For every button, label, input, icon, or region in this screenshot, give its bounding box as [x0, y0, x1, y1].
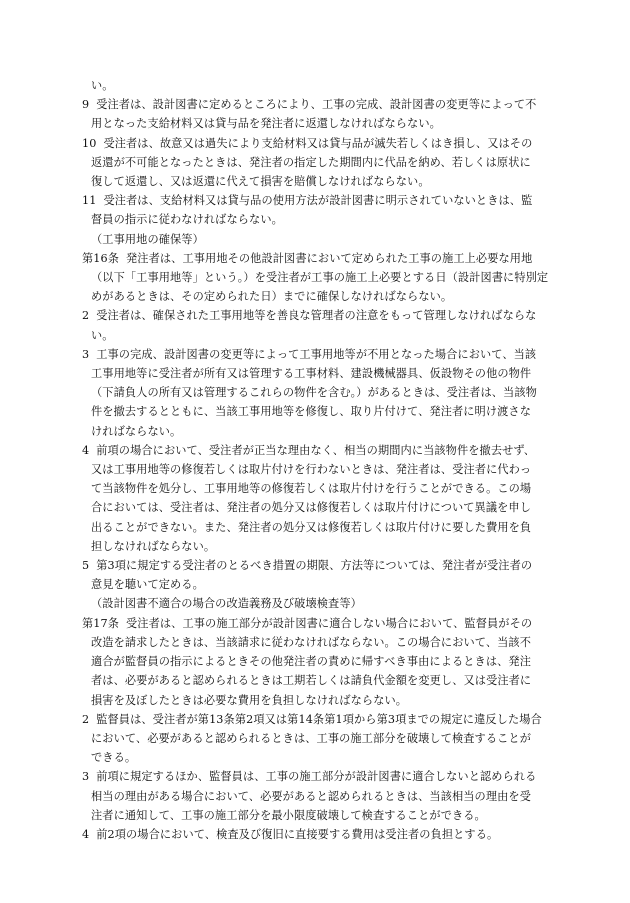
- clause-line: [82, 441, 558, 460]
- clause-line: [82, 191, 558, 210]
- clause-number: 11: [82, 194, 97, 208]
- text-line: 又は工事用地等の修復若しくは取片付けを行わないときは、発注者は、受注者に代わっ: [91, 463, 532, 477]
- clause-number: 3: [82, 770, 90, 784]
- clause-line: [82, 710, 558, 729]
- text-line: 工事用地等に受注者が所有又は管理する工事材料、建設機械器具、仮設物その他の物件: [91, 367, 532, 381]
- clause-number: 3: [82, 347, 90, 361]
- article-text: 受注者は、工事の施工部分が設計図書に適合しない場合において、監督員がその: [126, 616, 533, 630]
- text-line: 用となった支給材料又は貸与品を発注者に返還しなければならない。: [91, 117, 441, 131]
- article-line: [82, 249, 558, 268]
- clause-text: 受注者は、設計図書に定めるところにより、工事の完成、設計図書の変更等によって不: [96, 98, 537, 112]
- clause-line: [82, 767, 558, 786]
- text-line: 合においては、受注者は、発注者の処分又は修復若しくは取片付けについて異議を申し: [91, 501, 531, 515]
- text-line: て当該物件を処分し、工事用地等の修復若しくは取片付けを行うことができる。この場: [91, 482, 532, 496]
- text-line: めがあるときは、その定められた日）までに確保しなければならない。: [91, 290, 453, 304]
- clause-line: [82, 556, 558, 575]
- clause-line: [82, 306, 558, 325]
- clause-text: 前2項の場合において、検査及び復旧に直接要する費用は受注者の負担とする。: [96, 827, 499, 841]
- clause-text: 受注者は、故意又は過失により支給材料又は貸与品が滅失若しくはき損し、又はその: [103, 136, 533, 150]
- clause-line: [82, 134, 558, 153]
- text-line: 損害を及ぼしたときは必要な費用を負担しなければならない。: [91, 693, 408, 707]
- article-line: [82, 614, 558, 633]
- clause-number: 10: [82, 136, 97, 150]
- text-line: 者は、必要があると認められるときは工期若しくは請負代金額を変更し、又は受注者に: [91, 674, 532, 688]
- clause-number: 2: [82, 309, 90, 323]
- text-line: 返還が不可能となったときは、発注者の指定した期間内に代品を納め、若しくは原状に: [91, 155, 531, 169]
- text-line: において、必要があると認められるときは、工事の施工部分を破壊して検査することが: [91, 731, 531, 745]
- text-line: 注者に通知して、工事の施工部分を最小限度破壊して検査することができる。: [91, 808, 486, 822]
- clause-text: 前項に規定するほか、監督員は、工事の施工部分が設計図書に適合しないと認められる: [96, 770, 537, 784]
- text-line: 改造を請求したときは、当該請求に従わなければならない。この場合において、当該不: [91, 635, 531, 649]
- clause-number: 2: [82, 712, 90, 726]
- article-caption: （設計図書不適合の場合の改造義務及び破壊検査等）: [91, 597, 362, 611]
- clause-text: 受注者は、確保された工事用地等を善良な管理者の注意をもって管理しなければならな: [96, 309, 537, 323]
- text-line: 出ることができない。また、発注者の処分又は修復若しくは取片付けに要した費用を負: [91, 520, 532, 534]
- article-caption: （工事用地の確保等）: [91, 232, 204, 246]
- text-line: 復して返還し、又は返還に代えて損害を賠償しなければならない。: [91, 175, 430, 189]
- clause-number: 4: [82, 827, 90, 841]
- text-line: ければならない。: [91, 424, 182, 438]
- clause-number: 5: [82, 559, 90, 573]
- text-line: い。: [91, 79, 114, 92]
- clause-text: 受注者は、支給材料又は貸与品の使用方法が設計図書に明示されていないときは、監: [103, 194, 533, 208]
- text-line: （以下「工事用地等」という。）を受注者が工事の施工上必要とする日（設計図書に特別定: [91, 271, 549, 285]
- clause-line: [82, 825, 558, 844]
- clause-number: 4: [82, 443, 90, 457]
- text-line: 相当の理由がある場合において、必要があると認められるときは、当該相当の理由を受: [91, 789, 531, 803]
- clause-line: [82, 345, 558, 364]
- text-line: （下請負人の所有又は管理するこれらの物件を含む。）があるときは、受注者は、当該物: [91, 386, 537, 400]
- text-line: 督員の指示に従わなければならない。: [91, 213, 283, 227]
- text-line: 適合が監督員の指示によるときその他発注者の責めに帰すべき事由によるときは、発注: [91, 655, 531, 669]
- text-line: できる。: [91, 751, 137, 765]
- text-line: 担しなければならない。: [91, 539, 216, 553]
- clause-line: [82, 95, 558, 114]
- article-number: 第17条: [82, 616, 120, 630]
- clause-text: 工事の完成、設計図書の変更等によって工事用地等が不用となった場合において、当該: [96, 347, 537, 361]
- text-line: 件を撤去するとともに、当該工事用地等を修復し、取り片付けて、発注者に明け渡さな: [91, 405, 531, 419]
- clause-text: 第3項に規定する受注者のとるべき措置の期限、方法等については、発注者が受注者の: [96, 559, 533, 573]
- text-line: い。: [91, 328, 114, 342]
- text-line: 意見を聴いて定める。: [91, 578, 204, 592]
- clause-text: 監督員は、受注者が第13条第2項又は第14条第1項から第3項までの規定に違反した場合: [96, 712, 542, 726]
- clause-number: 9: [82, 98, 90, 112]
- clause-text: 前項の場合において、受注者が正当な理由なく、相当の期間内に当該物件を撤去せず、: [96, 443, 536, 457]
- article-number: 第16条: [82, 251, 120, 265]
- article-text: 発注者は、工事用地その他設計図書において定められた工事の施工上必要な用地: [126, 251, 533, 265]
